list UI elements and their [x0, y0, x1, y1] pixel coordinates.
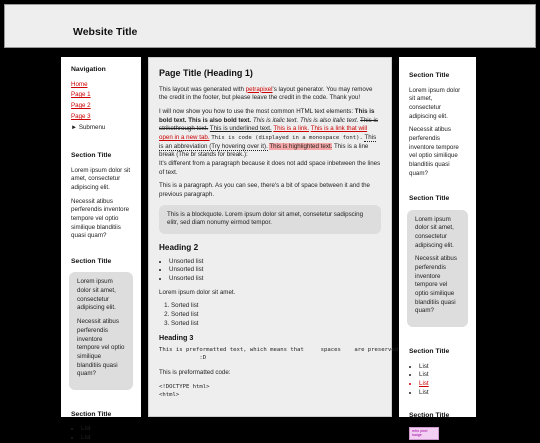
strikethrough-text: This is strikethrough text. [159, 116, 378, 133]
right-section-title-4: Section Title [409, 412, 450, 420]
text-elements-intro: I will now show you how to use the most common HTML text elements: [159, 107, 355, 115]
lorem-text: Lorem ipsum dolor sit amet. [159, 288, 236, 296]
right-list [419, 363, 466, 398]
right-section-2-box [407, 210, 468, 327]
list-item: 2. Sorted list [171, 311, 381, 320]
list-item: • Unsorted list [169, 258, 381, 267]
inline-code: This is code (displayed in a monospace font). [211, 134, 363, 141]
left-section-1-text-2: Necessit atibus perferendis inventore tempore vel optio similique blanditiis quasi quam? [71, 197, 130, 240]
main-content [148, 57, 399, 417]
heading-3: Heading 3 [159, 333, 194, 343]
preformatted-code-label: This is preformatted code: [159, 369, 231, 377]
underlined-text: This is underlined text. [209, 125, 272, 133]
left-list [81, 425, 131, 442]
right-section-1-text-2: Necessit atibus perferendis inventore tempore vel optio similique blanditiis quasi quam? [409, 126, 459, 177]
left-section-title-2: Section Title [71, 257, 112, 265]
right-section-1-text-1: Lorem ipsum dolor sit amet, consectetur adipiscing elit. [409, 86, 461, 120]
abbreviation[interactable]: This is an abbreviation (Try hovering over it). [159, 133, 377, 150]
highlighted-text: This is highlighted text. [269, 142, 333, 150]
right-section-title-2: Section Title [409, 195, 450, 203]
list-item[interactable]: • List [419, 380, 466, 389]
code-block [159, 383, 381, 400]
list-item: • List [419, 371, 466, 380]
heading-2: Heading 2 [159, 243, 199, 253]
list-item: • List [419, 389, 466, 398]
left-sidebar [61, 57, 141, 442]
code-line: <html> [159, 392, 180, 399]
code-line: <!DOCTYPE html> [159, 383, 210, 390]
nav-submenu[interactable]: ► Submenu [71, 124, 106, 132]
list-item: • Unsorted list [169, 266, 381, 275]
left-section-2-box [69, 272, 133, 389]
site-header [4, 4, 536, 48]
right-sidebar [399, 57, 476, 438]
right-section-2-text-1: Lorem ipsum dolor sit amet, consectetur adipiscing elit. [415, 215, 454, 249]
bold-text: This is bold text. [159, 107, 375, 124]
nav-list [71, 81, 131, 134]
nav-title: Navigation [71, 66, 106, 73]
intro-text-a: This layout was generated with [159, 85, 246, 93]
example-link-new-tab[interactable]: This is a link that will open in a new tab. [159, 125, 368, 141]
italic-text-2: This is also italic text. [298, 116, 359, 124]
text-elements-paragraph [159, 108, 381, 178]
nav-link-home[interactable]: Home [71, 80, 88, 88]
unsorted-list [169, 258, 381, 284]
left-section-2-text-2: Necessit atibus perferendis inventore tempore vel optio similique blanditiis quasi quam? [77, 318, 125, 378]
nav-link-page-3[interactable]: Page 3 [71, 113, 91, 121]
left-section-title-3: Section Title [71, 410, 112, 418]
list-item: 1. Sorted list [171, 302, 381, 311]
nav-link-page-1[interactable]: Page 1 [71, 91, 91, 99]
sorted-list [171, 302, 381, 328]
retro-badge-image[interactable]: retro pixel badge [409, 427, 439, 440]
after-break-text: It's different from a paragraph because it does not add space inbetween the lines of text. [159, 160, 381, 176]
list-item: • List [81, 434, 131, 443]
nav-link-page-2[interactable]: Page 2 [71, 102, 91, 110]
right-section-title-3: Section Title [409, 348, 450, 356]
right-section-2-text-2: Necessit atibus perferendis inventore tempore vel optio similique blanditiis quasi quam? [415, 255, 457, 315]
site-title: Website Title [73, 26, 138, 38]
paragraph-3: This is a paragraph. As you can see, there's a bit of space between it and the previous paragraph. [159, 182, 370, 199]
line-break-text: This is a line break (The br stands for break.): [159, 142, 369, 159]
right-section-title-1: Section Title [409, 72, 450, 79]
left-section-1-text-1: Lorem ipsum dolor sit amet, consectetur adipiscing elit. [71, 166, 131, 191]
list-item: 3. Sorted list [171, 320, 381, 329]
left-section-title-1: Section Title [71, 152, 112, 160]
credit-link[interactable]: petrapixel [245, 85, 273, 93]
blockquote: This is a blockquote. Lorem ipsum dolor sit amet, consetetur sadipscing elitr, sed diam nonumy eirmod tempor. [159, 205, 381, 234]
list-item: • List [419, 363, 466, 372]
page-title: Page Title (Heading 1) [159, 68, 253, 78]
italic-text: This is italic text. [251, 116, 299, 124]
list-item: • List [81, 425, 131, 434]
bold-text-2: This is also bold text. [186, 116, 252, 124]
preformatted-text: This is preformatted text, which means that spaces are preserved :D [159, 347, 399, 362]
left-section-2-text-1: Lorem ipsum dolor sit amet, consectetur adipiscing elit. [77, 278, 116, 312]
main-panel [148, 57, 399, 417]
example-link[interactable]: This is a link. [273, 125, 310, 133]
intro-text-b: 's layout generator. You may remove the credit in the footer, but please leave the credit in the code. Thank you! [159, 85, 373, 102]
list-item: • Unsorted list [169, 275, 381, 284]
intro-paragraph [159, 86, 381, 103]
